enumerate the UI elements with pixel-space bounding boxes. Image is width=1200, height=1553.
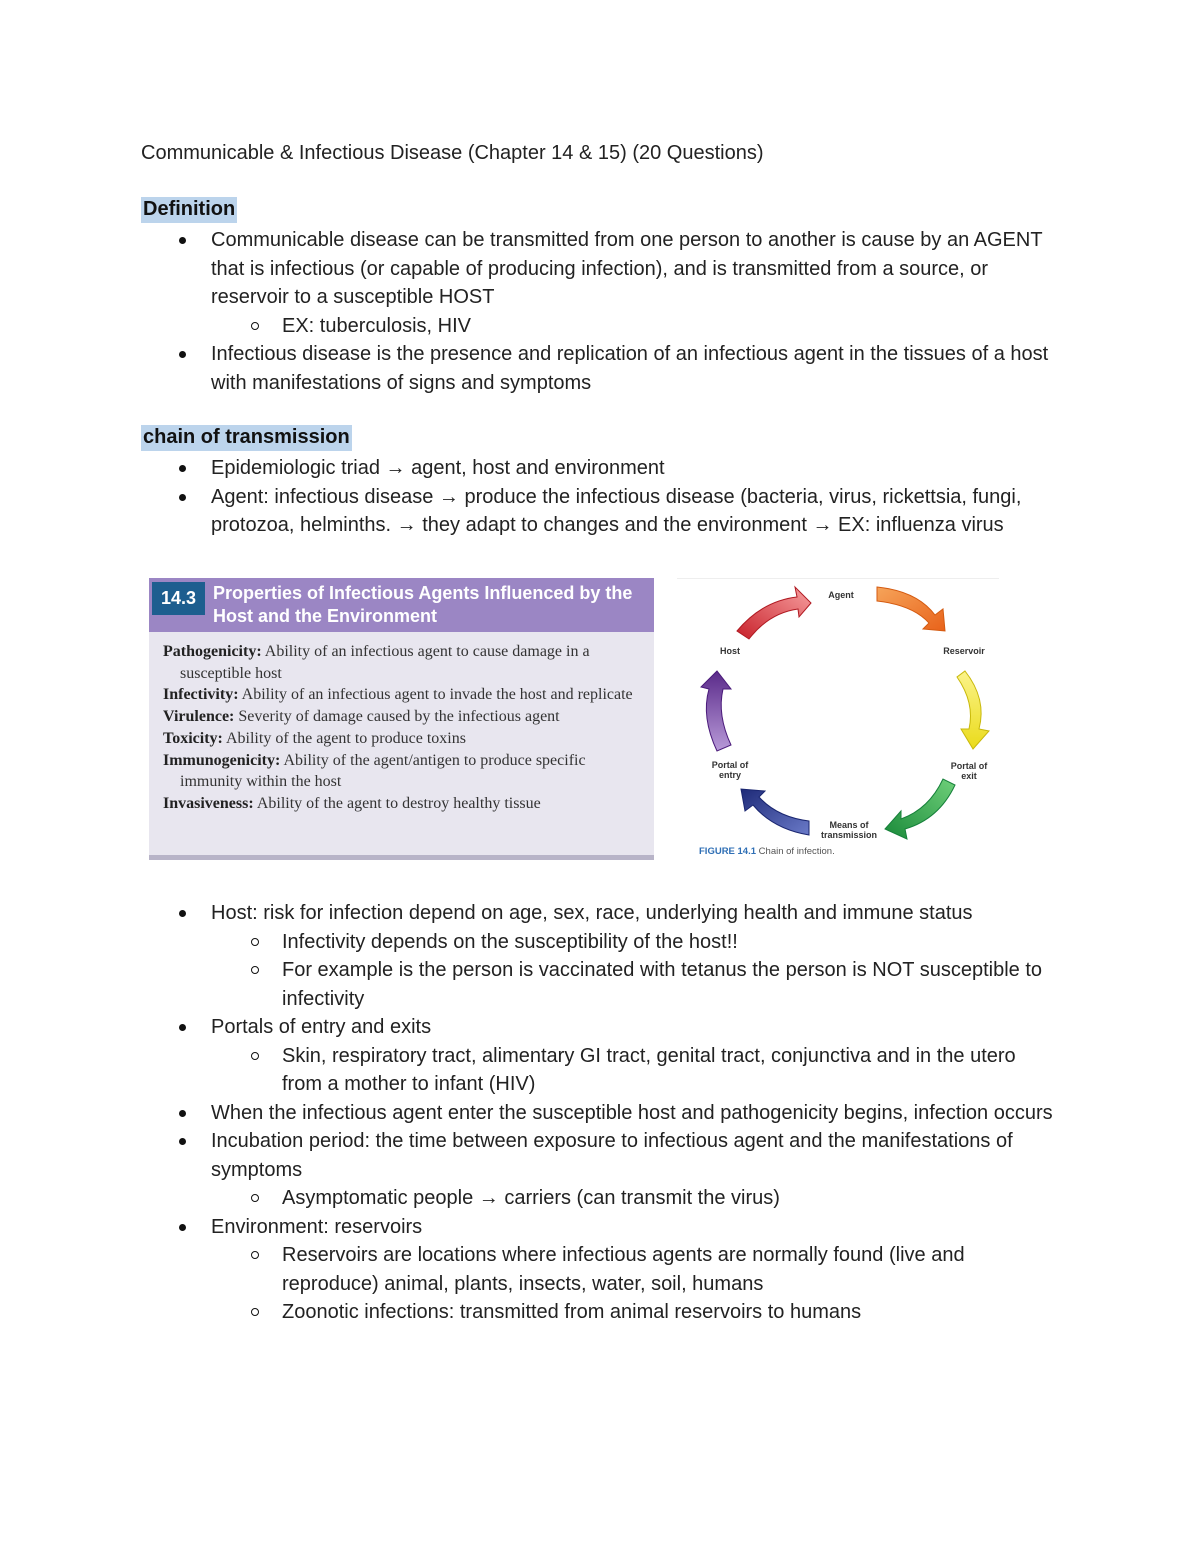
bullet-item: [141, 483, 1061, 540]
sub-bullet-list: [211, 312, 1061, 341]
bullet-text: Infectious disease is the presence and replication of an infectious agent in the tissues of a host with manifestations of signs and symptoms: [211, 343, 1049, 394]
chain-diagram: [677, 579, 999, 864]
definition-heading: Definition: [141, 197, 237, 223]
figure-caption-text: Chain of infection.: [758, 846, 835, 857]
bullet-item: [141, 226, 1061, 340]
definition-list: [141, 226, 1061, 397]
label-portal-exit-1: Portal of: [950, 761, 988, 771]
property-term: Immunogenicity:: [163, 751, 281, 769]
label-reservoir: Reservoir: [943, 646, 985, 656]
property-row: [163, 684, 643, 706]
label-agent: Agent: [828, 590, 854, 600]
property-term: Invasiveness:: [163, 794, 254, 812]
table-number: 14.3: [152, 582, 205, 615]
property-description: Ability of the agent to destroy healthy tissue: [256, 794, 541, 812]
page-title: Communicable & Infectious Disease (Chapter 14 & 15) (20 Questions): [141, 142, 764, 164]
sub-bullet-item: For example is the person is vaccinated with tetanus the person is NOT susceptible to infectivity: [211, 956, 1061, 1013]
label-portal-exit-2: exit: [961, 771, 977, 781]
sub-bullet-list: [211, 1042, 1061, 1099]
table-title: Properties of Infectious Agents Influenced by the Host and the Environment: [213, 583, 633, 626]
property-description: Ability of the agent/antigen to produce specific immunity within the host: [180, 751, 586, 791]
property-description: Ability of an infectious agent to cause damage in a susceptible host: [180, 643, 590, 682]
bullet-item: [141, 340, 1061, 397]
sub-bullet-item: Skin, respiratory tract, alimentary GI tract, genital tract, conjunctiva and in the utero from a mother to infant (HIV): [211, 1042, 1061, 1099]
arrow-reservoir-to-exit: [957, 671, 989, 749]
bullet-item: [141, 899, 1061, 1013]
property-row: [163, 750, 643, 793]
chain-of-infection-figure: [677, 578, 999, 864]
bullet-text: When the infectious agent enter the susceptible host and pathogenicity begins, infection occurs: [211, 1101, 1053, 1124]
sub-bullet-item: EX: tuberculosis, HIV: [211, 312, 1061, 341]
arrow-exit-to-means: [885, 779, 955, 839]
bullet-text: Environment: reservoirs: [211, 1215, 423, 1238]
property-term: Virulence:: [163, 708, 235, 726]
bullet-text: Communicable disease can be transmitted from one person to another is cause by an AGENT that is infectious (or capable of producing infection), and is transmitted from a source, or reservoir to a susceptible HOST: [211, 229, 1043, 308]
arrow-host-to-agent: [737, 587, 811, 639]
property-row: [163, 706, 643, 728]
chain-list-after: [141, 899, 1061, 1327]
property-term: Toxicity:: [163, 729, 223, 747]
property-row: [163, 728, 643, 750]
bullet-item: [141, 1127, 1061, 1213]
sub-bullet-item: Zoonotic infections: transmitted from animal reservoirs to humans: [211, 1298, 1061, 1327]
label-means-1: Means of: [829, 820, 869, 830]
label-means-2: transmission: [820, 830, 878, 840]
arrow-entry-to-host: [701, 671, 731, 751]
label-host: Host: [720, 646, 740, 656]
sub-bullet-item: Reservoirs are locations where infectious agents are normally found (live and reproduce) animal, plants, insects, water, soil, humans: [211, 1241, 1061, 1298]
figure-caption: [699, 846, 835, 857]
arrow-means-to-entry: [741, 789, 809, 835]
property-description: Severity of damage caused by the infectious agent: [238, 708, 560, 726]
bullet-item: [141, 454, 1061, 483]
property-term: Pathogenicity:: [163, 643, 262, 660]
label-portal-entry-1: Portal of: [711, 760, 749, 770]
property-row: [163, 793, 643, 815]
bullet-item: [141, 1013, 1061, 1099]
sub-bullet-list: [211, 1184, 1061, 1213]
table-header: [149, 578, 654, 632]
bullet-text: Portals of entry and exits: [211, 1016, 432, 1038]
bullet-text: Incubation period: the time between exposure to infectious agent and the manifestations of symptoms: [211, 1130, 1013, 1181]
bullet-item: [141, 1213, 1061, 1327]
table-body: [163, 641, 643, 815]
sub-bullet-item: Asymptomatic people → carriers (can transmit the virus): [211, 1184, 1061, 1213]
bullet-text: Agent: infectious disease → produce the infectious disease (bacteria, virus, rickettsia, fungi, protozoa, helminths. → they adapt to changes and the environment → EX: influenza virus: [211, 485, 1022, 536]
sub-bullet-item: Infectivity depends on the susceptibility of the host!!: [211, 928, 1061, 957]
bullet-text: Epidemiologic triad → agent, host and environment: [211, 457, 665, 479]
property-row: [163, 641, 643, 684]
properties-table-figure: [149, 578, 654, 860]
property-description: Ability of an infectious agent to invade the host and replicate: [241, 686, 633, 704]
arrow-agent-to-reservoir: [877, 587, 945, 631]
label-portal-entry-2: entry: [718, 770, 742, 780]
bullet-item: [141, 1099, 1061, 1128]
figure-caption-label: FIGURE 14.1: [699, 846, 757, 857]
chain-heading: chain of transmission: [141, 425, 352, 451]
sub-bullet-list: [211, 1241, 1061, 1327]
chain-list-before: [141, 454, 1061, 540]
property-description: Ability of the agent to produce toxins: [225, 729, 466, 747]
property-term: Infectivity:: [163, 686, 239, 704]
sub-bullet-list: [211, 928, 1061, 1014]
bullet-text: Host: risk for infection depend on age, sex, race, underlying health and immune status: [211, 902, 973, 924]
